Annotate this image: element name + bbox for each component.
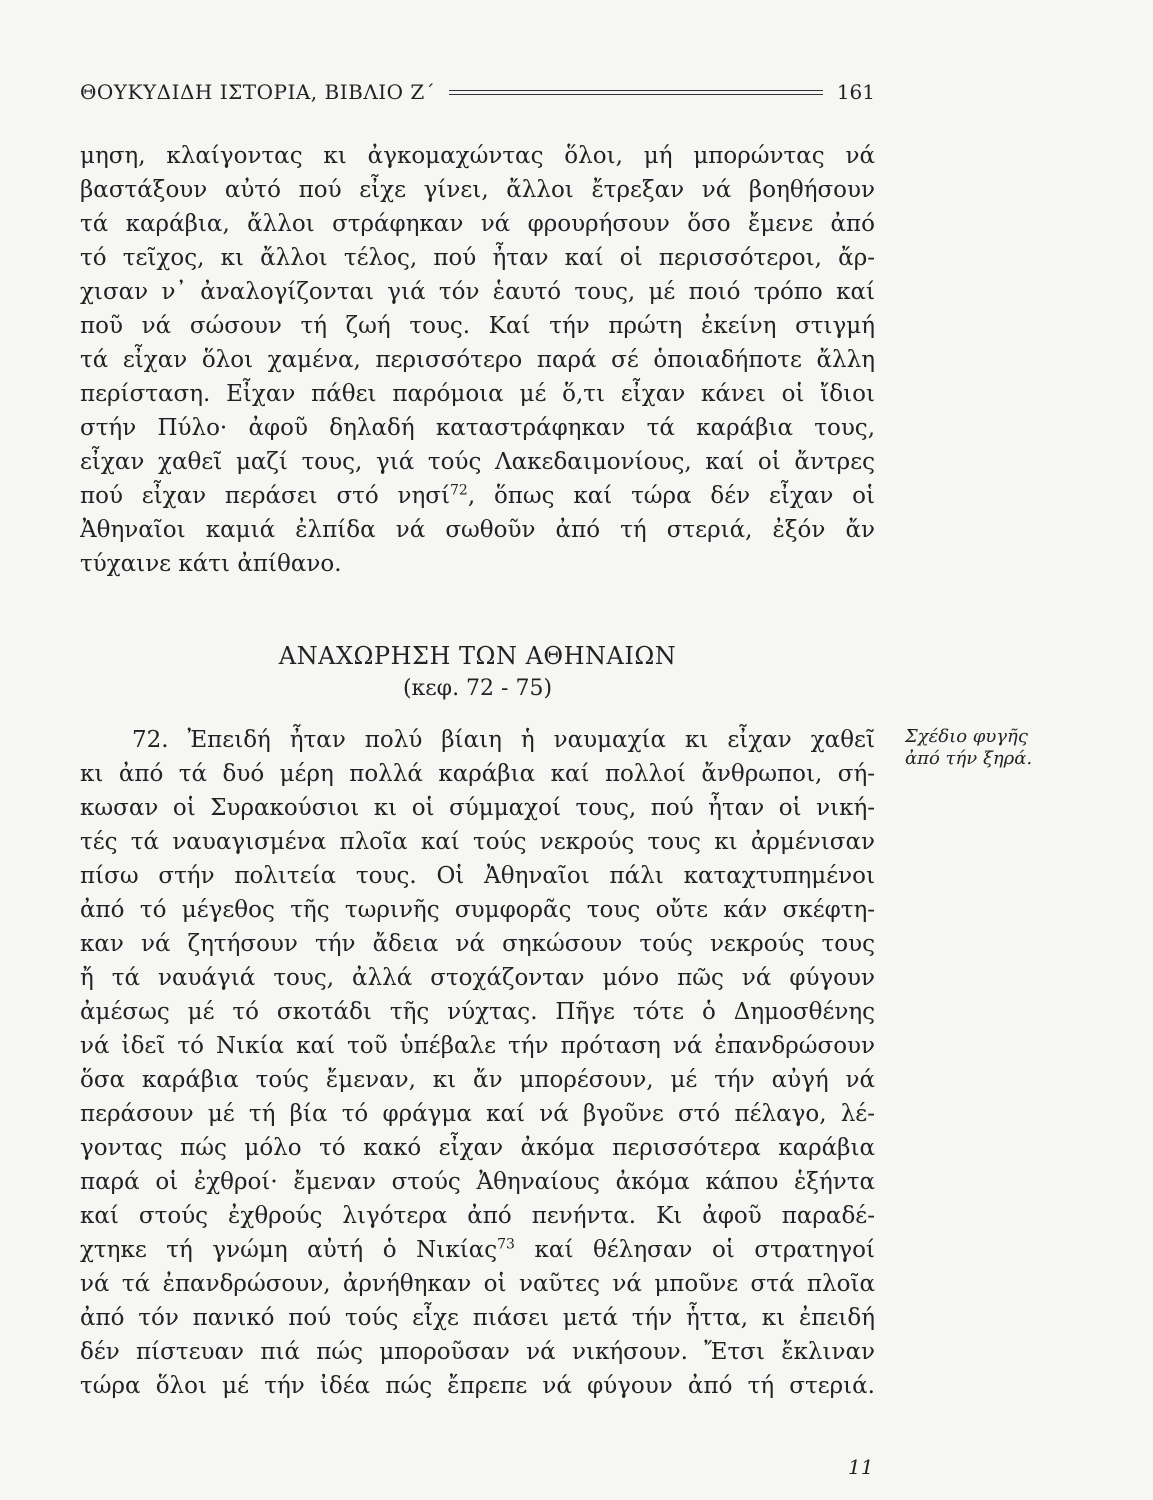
text-line: ἀμέσως μέ τό σκοτάδι τῆς νύχτας. Πῆγε τότε ὁ Δημοσθένης — [80, 999, 875, 1025]
text-line: τές τά ναυαγισμένα πλοῖα καί τούς νεκρούς τους κι ἀρμένισαν — [80, 829, 875, 855]
text-line: ὅσα καράβια τούς ἔμεναν, κι ἄν μπορέσουν, μέ τήν αὐγή νά — [80, 1067, 875, 1093]
paragraph-continuation — [80, 139, 875, 581]
text-line: καί στούς ἐχθρούς λιγότερα ἀπό πενήντα. Κι ἀφοῦ παραδέ- — [80, 1203, 875, 1229]
margin-note — [905, 726, 1055, 770]
signature-mark: 11 — [848, 1455, 874, 1479]
text-line: ποῦ νά σώσουν τή ζωή τους. Καί τήν πρώτη ἐκείνη στιγμή — [80, 313, 875, 339]
text-line: τά καράβια, ἄλλοι στράφηκαν νά φρουρήσουν ὅσο ἔμενε ἀπό — [80, 211, 875, 237]
text-line: ἤ τά ναυάγιά τους, ἀλλά στοχάζονταν μόνο πῶς νά φύγουν — [80, 965, 875, 991]
text-line: νά τά ἐπανδρώσουν, ἀρνήθηκαν οἱ ναῦτες νά μποῦνε στά πλοῖα — [80, 1271, 875, 1297]
text-line-with-footnote — [80, 479, 875, 513]
text-line: τά εἶχαν ὅλοι χαμένα, περισσότερο παρά σέ ὁποιαδήποτε ἄλλη — [80, 347, 875, 373]
text-segment: καί θέλησαν οἱ στρατηγοί — [514, 1237, 875, 1263]
text-line: τύχαινε κάτι ἀπίθανο. — [80, 551, 342, 577]
text-line: στήν Πύλο· ἀφοῦ δηλαδή καταστράφηκαν τά καράβια τους, — [80, 415, 875, 441]
text-line: ἀπό τό μέγεθος τῆς τωρινῆς συμφορᾶς τους οὔτε κάν σκέφτη- — [80, 897, 875, 923]
text-line: 72. Ἐπειδή ἦταν πολύ βίαιη ἡ ναυμαχία κι εἶχαν χαθεῖ — [132, 727, 875, 753]
text-segment: , ὅπως καί τώρα δέν εἶχαν οἱ — [467, 483, 875, 509]
footnote-ref: 73 — [497, 1236, 515, 1253]
text-line: Ἀθηναῖοι καμιά ἐλπίδα νά σωθοῦν ἀπό τή στεριά, ἐξόν ἄν — [80, 517, 875, 543]
text-line: δέν πίστευαν πιά πώς μποροῦσαν νά νικήσουν. Ἔτσι ἔκλιναν — [80, 1339, 875, 1365]
text-line: γοντας πώς μόλο τό κακό εἶχαν ἀκόμα περισσότερα καράβια — [80, 1135, 875, 1161]
text-line: τό τεῖχος, κι ἄλλοι τέλος, πού ἦταν καί οἱ περισσότεροι, ἄρ- — [80, 245, 875, 271]
text-line: χισαν ν᾽ ἀναλογίζονται γιά τόν ἑαυτό τους, μέ ποιό τρόπο καί — [80, 279, 875, 305]
header-rule — [449, 90, 823, 95]
paragraph-72 — [80, 723, 875, 1403]
book-title: ΘΟΥΚΥΔΙΔΗ ΙΣΤΟΡΙΑ, ΒΙΒΛΙΟ Ζ΄ — [80, 80, 436, 104]
text-line-with-footnote — [80, 1233, 875, 1267]
text-line: καν νά ζητήσουν τήν ἄδεια νά σηκώσουν τούς νεκρούς τους — [80, 931, 875, 957]
text-line: περίσταση. Εἶχαν πάθει παρόμοια μέ ὅ,τι εἶχαν κάνει οἱ ἴδιοι — [80, 381, 875, 407]
text-line: βαστάξουν αὐτό πού εἶχε γίνει, ἄλλοι ἔτρεξαν νά βοηθήσουν — [80, 177, 875, 203]
text-line: νά ἰδεῖ τό Νικία καί τοῦ ὑπέβαλε τήν πρόταση νά ἐπανδρώσουν — [80, 1033, 875, 1059]
text-line: παρά οἱ ἐχθροί· ἔμεναν στούς Ἀθηναίους ἀκόμα κάπου ἑξήντα — [80, 1169, 875, 1195]
text-line: περάσουν μέ τή βία τό φράγμα καί νά βγοῦνε στό πέλαγο, λέ- — [80, 1101, 875, 1127]
text-line: πίσω στήν πολιτεία τους. Οἱ Ἀθηναῖοι πάλι καταχτυπημένοι — [80, 863, 875, 889]
text-line: ἀπό τόν πανικό πού τούς εἶχε πιάσει μετά τήν ἧττα, κι ἐπειδή — [80, 1305, 875, 1331]
footnote-ref: 72 — [450, 482, 468, 499]
text-segment: χτηκε τή γνώμη αὐτή ὁ Νικίας — [80, 1237, 498, 1263]
text-line: μηση, κλαίγοντας κι ἀγκομαχώντας ὅλοι, μή μπορώντας νά — [80, 143, 875, 169]
text-line: εἶχαν χαθεῖ μαζί τους, γιά τούς Λακεδαιμονίους, καί οἱ ἄντρες — [80, 449, 875, 475]
margin-note-line: Σχέδιο φυγῆς — [905, 726, 1028, 747]
text-line: κι ἀπό τά δυό μέρη πολλά καράβια καί πολλοί ἄνθρωποι, σή- — [80, 761, 875, 787]
text-line: τώρα ὅλοι μέ τήν ἰδέα πώς ἔπρεπε νά φύγουν ἀπό τή στεριά. — [80, 1373, 875, 1399]
running-header — [80, 72, 875, 112]
section-title: ΑΝΑΧΩΡΗΣΗ ΤΩΝ ΑΘΗΝΑΙΩΝ — [278, 642, 677, 670]
margin-note-line: ἀπό τήν ξηρά. — [905, 748, 1033, 769]
section-chapters: (κεφ. 72 - 75) — [402, 676, 553, 701]
text-line: κωσαν οἱ Συρακούσιοι κι οἱ σύμμαχοί τους, πού ἦταν οἱ νική- — [80, 795, 875, 821]
page-number: 161 — [836, 80, 875, 104]
text-segment: πού εἶχαν περάσει στό νησί — [80, 483, 451, 509]
